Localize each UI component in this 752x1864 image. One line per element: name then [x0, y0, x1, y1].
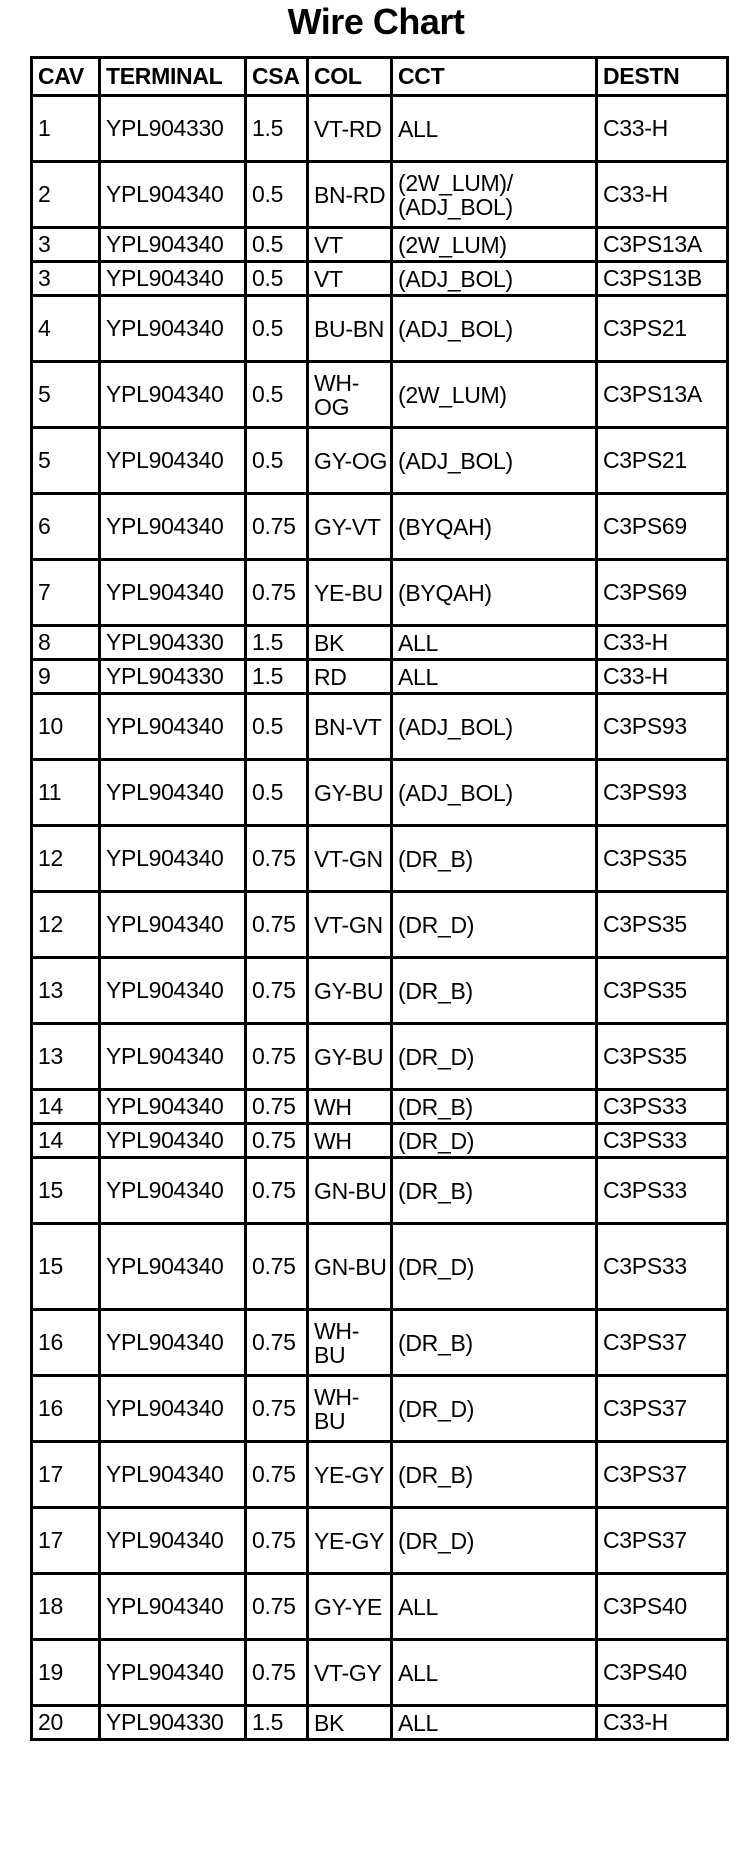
cct-cell: (BYQAH) — [392, 494, 597, 560]
cav-cell: 13 — [32, 1024, 100, 1090]
destn-cell: C3PS37 — [597, 1376, 728, 1442]
destn-cell: C3PS37 — [597, 1442, 728, 1508]
table-row — [32, 228, 728, 262]
col-cell: VT-RD — [308, 96, 392, 162]
cav-cell: 2 — [32, 162, 100, 228]
terminal-cell: YPL904340 — [100, 826, 246, 892]
cav-cell: 14 — [32, 1090, 100, 1124]
terminal-cell: YPL904340 — [100, 1640, 246, 1706]
cct-cell: ALL — [392, 626, 597, 660]
col-cell: BU-BN — [308, 296, 392, 362]
table-row — [32, 96, 728, 162]
terminal-cell: YPL904340 — [100, 560, 246, 626]
cct-cell: (ADJ_BOL) — [392, 428, 597, 494]
col-cell: GY-BU — [308, 1024, 392, 1090]
table-row — [32, 494, 728, 560]
csa-cell: 1.5 — [246, 660, 308, 694]
csa-cell: 0.5 — [246, 362, 308, 428]
table-row — [32, 1024, 728, 1090]
destn-cell: C33-H — [597, 660, 728, 694]
table-row — [32, 1224, 728, 1310]
table-row — [32, 660, 728, 694]
cav-cell: 3 — [32, 262, 100, 296]
terminal-cell: YPL904340 — [100, 228, 246, 262]
terminal-cell: YPL904340 — [100, 1224, 246, 1310]
table-row — [32, 1124, 728, 1158]
col-cell: YE-GY — [308, 1508, 392, 1574]
col-cell: GY-OG — [308, 428, 392, 494]
cav-cell: 10 — [32, 694, 100, 760]
col-cell: VT-GN — [308, 826, 392, 892]
csa-cell: 0.75 — [246, 560, 308, 626]
csa-cell: 0.75 — [246, 892, 308, 958]
destn-cell: C3PS21 — [597, 296, 728, 362]
header-row — [32, 58, 728, 96]
terminal-cell: YPL904340 — [100, 494, 246, 560]
cav-cell: 16 — [32, 1310, 100, 1376]
terminal-cell: YPL904340 — [100, 296, 246, 362]
csa-cell: 0.75 — [246, 1124, 308, 1158]
terminal-cell: YPL904330 — [100, 1706, 246, 1740]
destn-cell: C3PS33 — [597, 1090, 728, 1124]
table-row — [32, 296, 728, 362]
cav-cell: 19 — [32, 1640, 100, 1706]
table-row — [32, 892, 728, 958]
cct-cell: (DR_B) — [392, 958, 597, 1024]
terminal-cell: YPL904340 — [100, 428, 246, 494]
destn-cell: C33-H — [597, 1706, 728, 1740]
table-row — [32, 262, 728, 296]
terminal-cell: YPL904340 — [100, 1024, 246, 1090]
destn-cell: C3PS37 — [597, 1508, 728, 1574]
terminal-cell: YPL904340 — [100, 162, 246, 228]
col-cell: GN-BU — [308, 1158, 392, 1224]
cct-cell: (ADJ_BOL) — [392, 760, 597, 826]
terminal-cell: YPL904340 — [100, 362, 246, 428]
col-cell: WH-BU — [308, 1376, 392, 1442]
col-cell: BK — [308, 626, 392, 660]
cav-cell: 12 — [32, 892, 100, 958]
col-cell: WH-BU — [308, 1310, 392, 1376]
destn-cell: C3PS33 — [597, 1158, 728, 1224]
cav-cell: 16 — [32, 1376, 100, 1442]
cct-cell: (DR_D) — [392, 1376, 597, 1442]
terminal-cell: YPL904340 — [100, 958, 246, 1024]
col-cell: WH-OG — [308, 362, 392, 428]
table-row — [32, 694, 728, 760]
cav-cell: 15 — [32, 1158, 100, 1224]
destn-cell: C3PS33 — [597, 1124, 728, 1158]
cct-cell: (DR_B) — [392, 826, 597, 892]
destn-cell: C3PS35 — [597, 826, 728, 892]
header-cav: CAV — [32, 58, 100, 96]
header-col: COL — [308, 58, 392, 96]
cav-cell: 8 — [32, 626, 100, 660]
csa-cell: 0.75 — [246, 1376, 308, 1442]
table-row — [32, 626, 728, 660]
terminal-cell: YPL904340 — [100, 1158, 246, 1224]
cct-cell: (DR_B) — [392, 1158, 597, 1224]
col-cell: YE-BU — [308, 560, 392, 626]
cav-cell: 4 — [32, 296, 100, 362]
cav-cell: 12 — [32, 826, 100, 892]
csa-cell: 0.75 — [246, 1574, 308, 1640]
cav-cell: 6 — [32, 494, 100, 560]
cav-cell: 9 — [32, 660, 100, 694]
cav-cell: 14 — [32, 1124, 100, 1158]
col-cell: WH — [308, 1090, 392, 1124]
table-row — [32, 826, 728, 892]
csa-cell: 1.5 — [246, 96, 308, 162]
csa-cell: 0.75 — [246, 1224, 308, 1310]
cct-cell: (ADJ_BOL) — [392, 694, 597, 760]
col-cell: YE-GY — [308, 1442, 392, 1508]
csa-cell: 0.5 — [246, 162, 308, 228]
header-terminal: TERMINAL — [100, 58, 246, 96]
csa-cell: 0.75 — [246, 1310, 308, 1376]
cav-cell: 7 — [32, 560, 100, 626]
terminal-cell: YPL904340 — [100, 760, 246, 826]
cav-cell: 17 — [32, 1442, 100, 1508]
cct-cell: (DR_D) — [392, 1124, 597, 1158]
destn-cell: C33-H — [597, 162, 728, 228]
col-cell: GY-BU — [308, 760, 392, 826]
header-csa: CSA — [246, 58, 308, 96]
terminal-cell: YPL904340 — [100, 1376, 246, 1442]
cct-cell: (DR_D) — [392, 1224, 597, 1310]
destn-cell: C3PS40 — [597, 1574, 728, 1640]
table-row — [32, 1706, 728, 1740]
table-row — [32, 1090, 728, 1124]
csa-cell: 0.5 — [246, 262, 308, 296]
col-cell: VT-GY — [308, 1640, 392, 1706]
cct-cell: (ADJ_BOL) — [392, 262, 597, 296]
cav-cell: 5 — [32, 428, 100, 494]
csa-cell: 0.5 — [246, 760, 308, 826]
table-row — [32, 428, 728, 494]
cct-cell: (2W_LUM) — [392, 228, 597, 262]
destn-cell: C33-H — [597, 96, 728, 162]
cav-cell: 18 — [32, 1574, 100, 1640]
destn-cell: C3PS93 — [597, 760, 728, 826]
terminal-cell: YPL904330 — [100, 96, 246, 162]
destn-cell: C3PS33 — [597, 1224, 728, 1310]
destn-cell: C33-H — [597, 626, 728, 660]
cct-cell: (ADJ_BOL) — [392, 296, 597, 362]
col-cell: RD — [308, 660, 392, 694]
cav-cell: 13 — [32, 958, 100, 1024]
col-cell: GY-BU — [308, 958, 392, 1024]
cct-cell: ALL — [392, 96, 597, 162]
cav-cell: 15 — [32, 1224, 100, 1310]
cct-cell: (DR_B) — [392, 1442, 597, 1508]
cct-cell: ALL — [392, 1640, 597, 1706]
csa-cell: 0.5 — [246, 428, 308, 494]
col-cell: BN-RD — [308, 162, 392, 228]
cav-cell: 17 — [32, 1508, 100, 1574]
cct-cell: (DR_D) — [392, 1508, 597, 1574]
col-cell: GN-BU — [308, 1224, 392, 1310]
cct-cell: (2W_LUM)/ (ADJ_BOL) — [392, 162, 597, 228]
terminal-cell: YPL904340 — [100, 1310, 246, 1376]
table-row — [32, 1310, 728, 1376]
cct-cell: ALL — [392, 1574, 597, 1640]
col-cell: BK — [308, 1706, 392, 1740]
destn-cell: C3PS37 — [597, 1310, 728, 1376]
col-cell: VT-GN — [308, 892, 392, 958]
csa-cell: 0.75 — [246, 1158, 308, 1224]
table-row — [32, 760, 728, 826]
terminal-cell: YPL904330 — [100, 626, 246, 660]
table-row — [32, 362, 728, 428]
destn-cell: C3PS13B — [597, 262, 728, 296]
csa-cell: 0.5 — [246, 296, 308, 362]
cav-cell: 5 — [32, 362, 100, 428]
csa-cell: 0.75 — [246, 958, 308, 1024]
terminal-cell: YPL904340 — [100, 1124, 246, 1158]
cct-cell: (2W_LUM) — [392, 362, 597, 428]
terminal-cell: YPL904340 — [100, 694, 246, 760]
csa-cell: 0.75 — [246, 1508, 308, 1574]
cav-cell: 1 — [32, 96, 100, 162]
cct-cell: (DR_B) — [392, 1310, 597, 1376]
header-destn: DESTN — [597, 58, 728, 96]
cct-cell: (BYQAH) — [392, 560, 597, 626]
cct-cell: (DR_D) — [392, 1024, 597, 1090]
csa-cell: 0.75 — [246, 1024, 308, 1090]
cct-cell: ALL — [392, 1706, 597, 1740]
terminal-cell: YPL904330 — [100, 660, 246, 694]
terminal-cell: YPL904340 — [100, 1574, 246, 1640]
csa-cell: 0.75 — [246, 494, 308, 560]
destn-cell: C3PS93 — [597, 694, 728, 760]
table-row — [32, 1574, 728, 1640]
table-row — [32, 958, 728, 1024]
csa-cell: 1.5 — [246, 626, 308, 660]
csa-cell: 0.5 — [246, 228, 308, 262]
destn-cell: C3PS35 — [597, 958, 728, 1024]
terminal-cell: YPL904340 — [100, 262, 246, 296]
csa-cell: 0.75 — [246, 1442, 308, 1508]
cct-cell: (DR_B) — [392, 1090, 597, 1124]
table-row — [32, 1508, 728, 1574]
terminal-cell: YPL904340 — [100, 1090, 246, 1124]
cav-cell: 20 — [32, 1706, 100, 1740]
destn-cell: C3PS13A — [597, 228, 728, 262]
csa-cell: 0.75 — [246, 1640, 308, 1706]
destn-cell: C3PS35 — [597, 892, 728, 958]
terminal-cell: YPL904340 — [100, 1442, 246, 1508]
terminal-cell: YPL904340 — [100, 892, 246, 958]
destn-cell: C3PS69 — [597, 494, 728, 560]
csa-cell: 0.75 — [246, 826, 308, 892]
table-row — [32, 560, 728, 626]
table-row — [32, 162, 728, 228]
col-cell: BN-VT — [308, 694, 392, 760]
cav-cell: 3 — [32, 228, 100, 262]
cav-cell: 11 — [32, 760, 100, 826]
col-cell: GY-YE — [308, 1574, 392, 1640]
table-row — [32, 1640, 728, 1706]
table-row — [32, 1376, 728, 1442]
col-cell: WH — [308, 1124, 392, 1158]
csa-cell: 0.75 — [246, 1090, 308, 1124]
col-cell: GY-VT — [308, 494, 392, 560]
terminal-cell: YPL904340 — [100, 1508, 246, 1574]
destn-cell: C3PS21 — [597, 428, 728, 494]
destn-cell: C3PS35 — [597, 1024, 728, 1090]
destn-cell: C3PS40 — [597, 1640, 728, 1706]
cct-cell: ALL — [392, 660, 597, 694]
destn-cell: C3PS69 — [597, 560, 728, 626]
col-cell: VT — [308, 228, 392, 262]
table-row — [32, 1442, 728, 1508]
wire-chart-table — [30, 56, 729, 1741]
cct-cell: (DR_D) — [392, 892, 597, 958]
header-cct: CCT — [392, 58, 597, 96]
table-row — [32, 1158, 728, 1224]
page-title: Wire Chart — [287, 1, 465, 42]
col-cell: VT — [308, 262, 392, 296]
csa-cell: 1.5 — [246, 1706, 308, 1740]
csa-cell: 0.5 — [246, 694, 308, 760]
destn-cell: C3PS13A — [597, 362, 728, 428]
